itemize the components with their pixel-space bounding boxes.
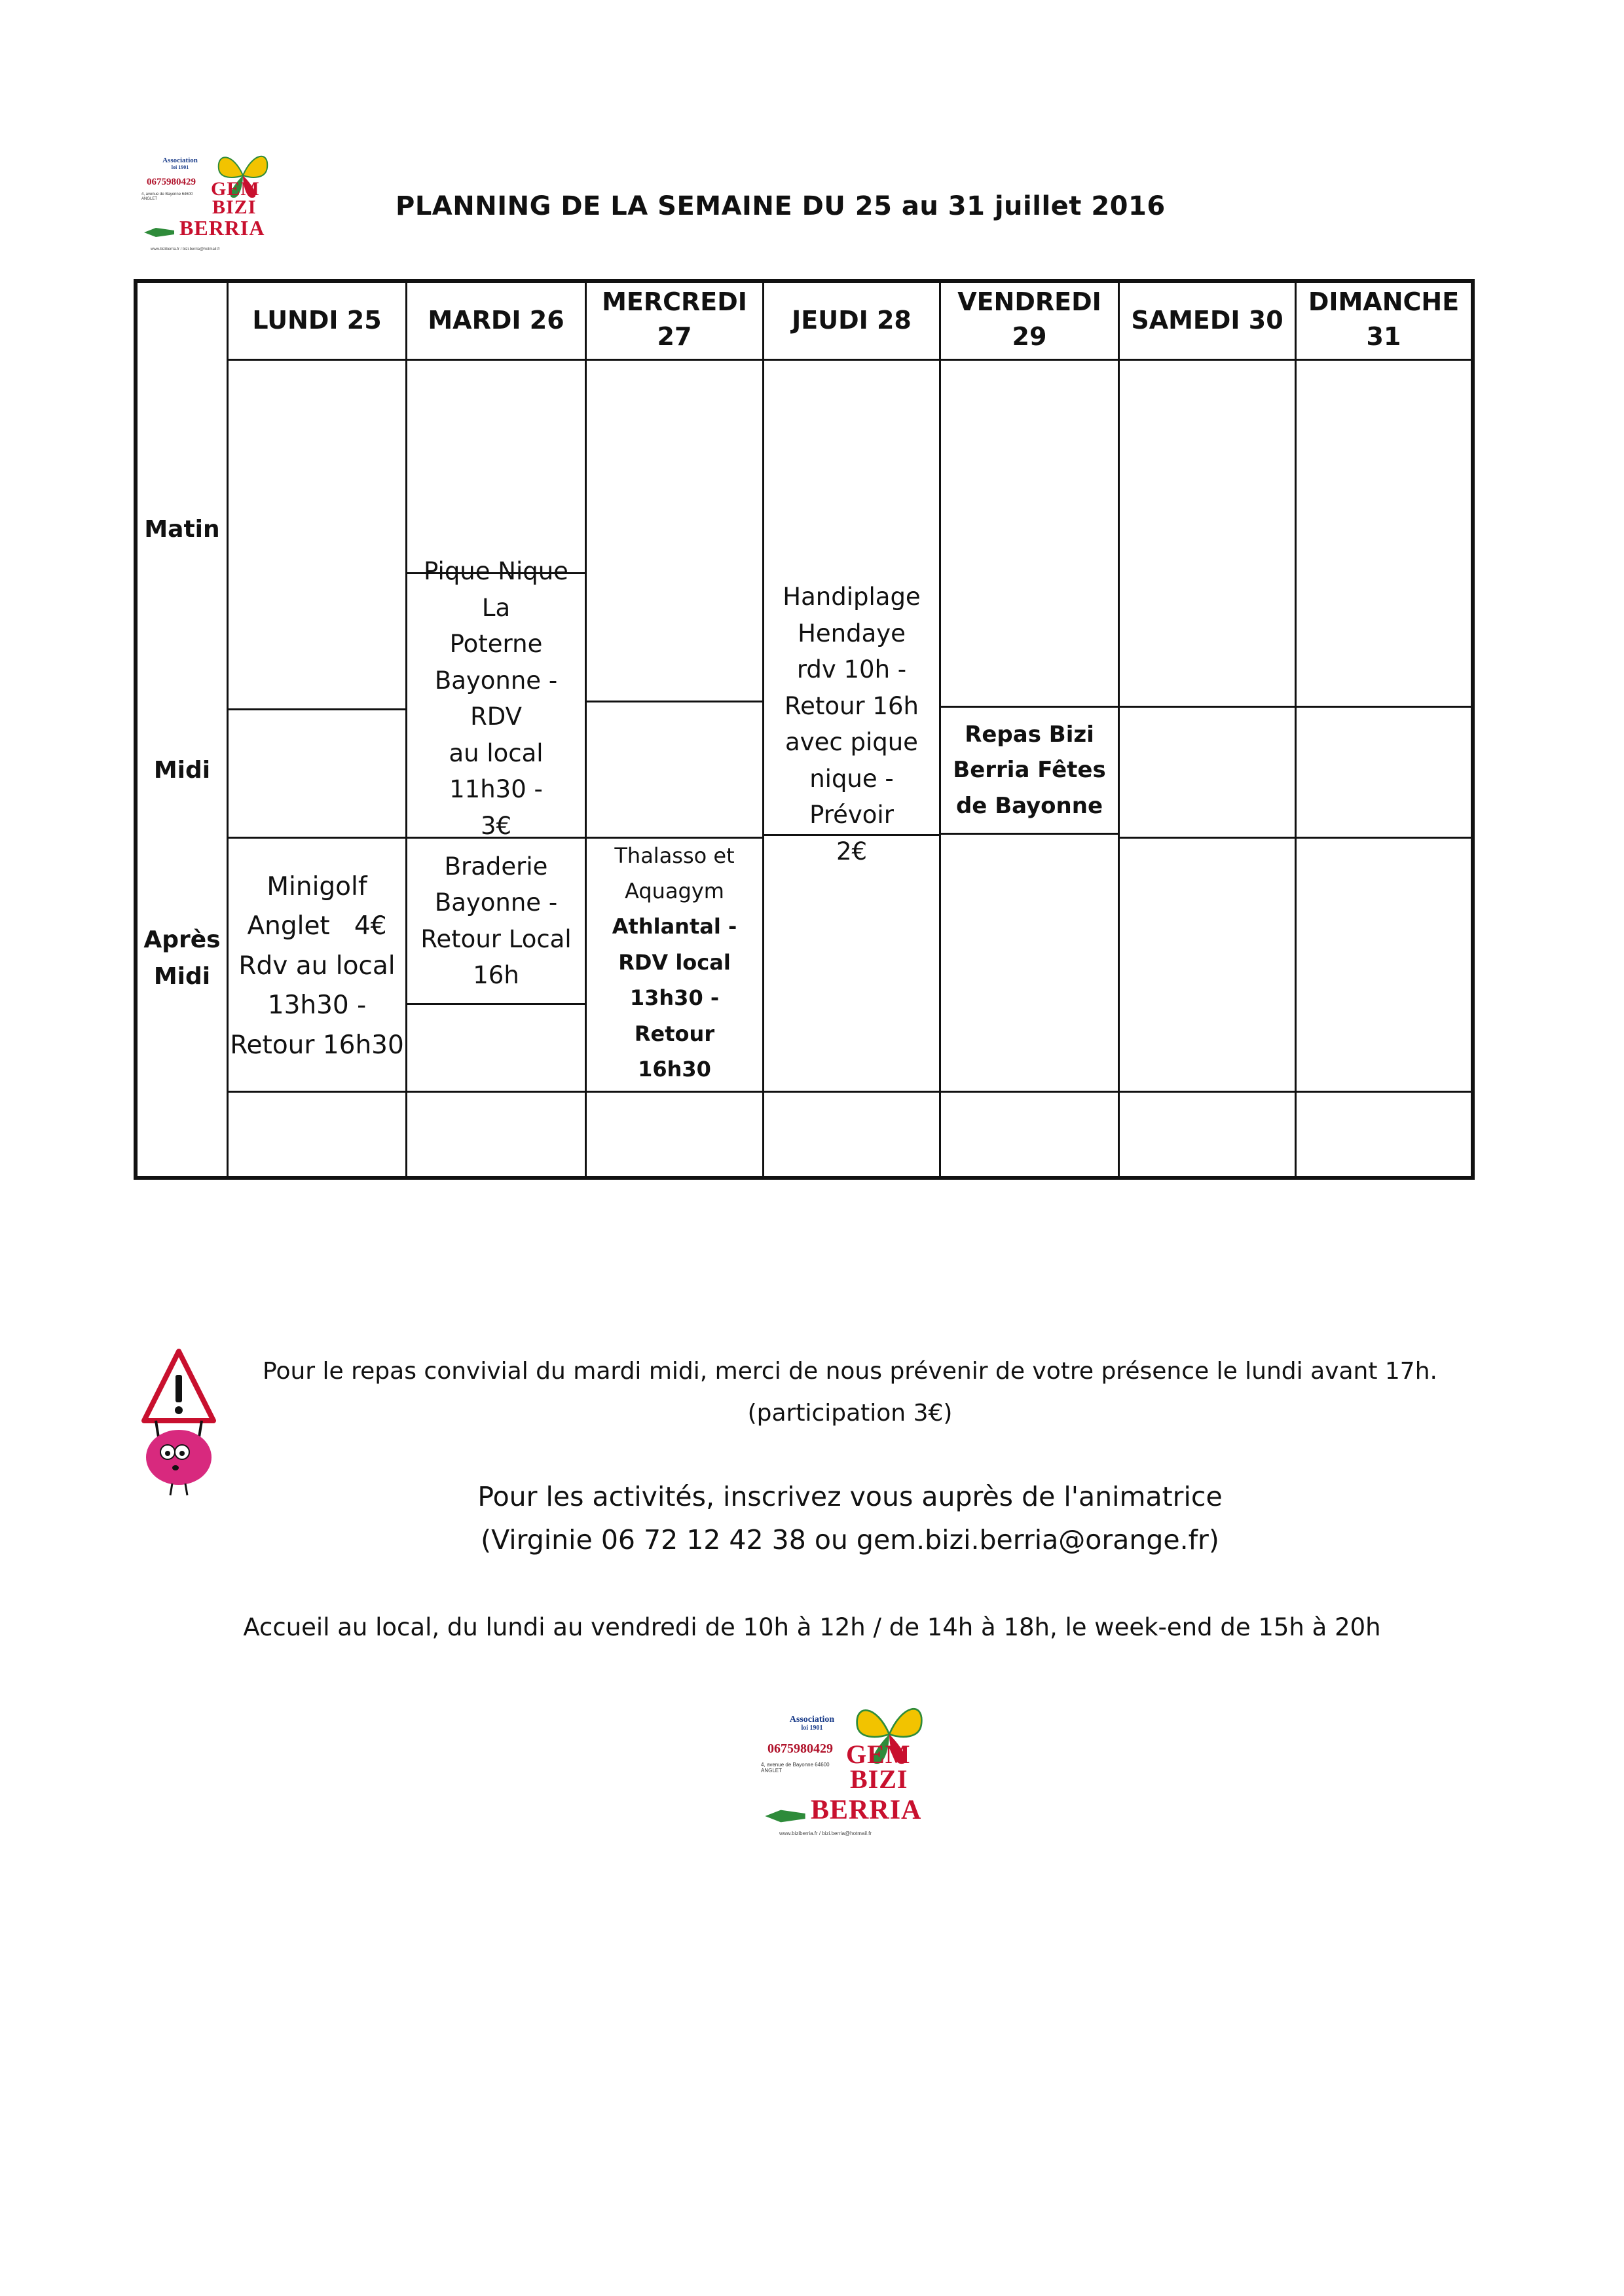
logo-web: www.biziberria.fr / bizi.berria@hotmail.fr xyxy=(779,1831,872,1836)
day-header-mercredi: MERCREDI 27 xyxy=(602,287,747,351)
note-repas: Pour le repas convivial du mardi midi, merci de nous prévenir de votre présence le lundi avant 17h. xyxy=(263,1358,1437,1385)
row-label-midi: Midi xyxy=(153,757,211,784)
logo-address: 4, avenue de Bayonne 64600 ANGLET xyxy=(761,1762,830,1774)
col-divider xyxy=(1295,279,1297,1180)
row-label-matin: Matin xyxy=(144,516,220,543)
activity-mardi-apres-midi: Braderie Bayonne - Retour Local 16h xyxy=(420,852,572,989)
note-accueil: Accueil au local, du lundi au vendredi de 10h à 12h / de 14h à 18h, le week-end de 15h à 20h xyxy=(243,1613,1381,1641)
activity-mardi-midi: Pique Nique La Poterne Bayonne - RDV au local 11h30 - 3€ xyxy=(424,557,568,840)
row-divider xyxy=(1118,706,1297,708)
logo-bizi: BIZI xyxy=(850,1764,908,1794)
day-header-vendredi: VENDREDI 29 xyxy=(957,287,1101,351)
row-divider xyxy=(1295,706,1475,708)
day-header-mardi: MARDI 26 xyxy=(428,306,564,335)
logo-association-label: Association xyxy=(789,1715,835,1724)
warning-mascot-icon xyxy=(136,1347,221,1498)
activity-lundi-apres-midi: Minigolf Anglet 4€ Rdv au local 13h30 - Retour 16h30 xyxy=(230,871,404,1060)
day-header-dimanche: DIMANCHE 31 xyxy=(1308,287,1460,351)
logo-gem: GEM xyxy=(846,1740,911,1769)
logo-bottom xyxy=(753,1700,930,1851)
row-divider xyxy=(585,701,764,702)
row-divider xyxy=(405,1003,587,1005)
note-contact: (Virginie 06 72 12 42 38 ou gem.bizi.berria@orange.fr) xyxy=(481,1524,1219,1556)
row-divider xyxy=(1295,837,1475,839)
logo-berria: BERRIA xyxy=(811,1795,922,1825)
logo-phone: 0675980429 xyxy=(147,177,196,187)
logo-berria: BERRIA xyxy=(179,216,265,240)
logo-top xyxy=(141,149,272,261)
day-header-samedi: SAMEDI 30 xyxy=(1131,306,1283,335)
activity-vendredi-midi: Repas Bizi Berria Fêtes de Bayonne xyxy=(953,721,1106,819)
activity-jeudi: Handiplage Hendaye rdv 10h - Retour 16h avec pique nique - Prévoir 2€ xyxy=(783,583,921,866)
logo-gem: GEM xyxy=(211,178,260,200)
page-title: PLANNING DE LA SEMAINE DU 25 au 31 juillet 2016 xyxy=(396,191,1166,221)
logo-web: www.biziberria.fr / bizi.berria@hotmail.fr xyxy=(151,247,220,251)
logo-association-sub: loi 1901 xyxy=(171,164,189,170)
col-divider xyxy=(1118,279,1120,1180)
activity-mercredi-apres-midi: Thalasso et Aquagym Athlantal - RDV local 13h30 - Retour 16h30 xyxy=(612,843,737,1082)
arrow-leaf-icon xyxy=(143,227,175,238)
row-divider xyxy=(939,833,1120,835)
logo-phone: 0675980429 xyxy=(767,1741,833,1756)
row-divider xyxy=(227,1091,1475,1093)
arrow-leaf-icon xyxy=(762,1808,808,1824)
row-divider xyxy=(227,837,407,839)
logo-bizi: BIZI xyxy=(212,196,257,218)
note-activites: Pour les activités, inscrivez vous auprès de l'animatrice xyxy=(477,1481,1223,1512)
row-label-apres-midi: Après Midi xyxy=(143,926,221,990)
logo-address: 4, avenue de Bayonne 64600 ANGLET xyxy=(141,192,193,201)
logo-association-label: Association xyxy=(162,156,198,164)
row-divider xyxy=(227,708,407,710)
note-participation: (participation 3€) xyxy=(747,1400,953,1427)
day-header-lundi: LUNDI 25 xyxy=(252,306,382,335)
row-divider xyxy=(1118,837,1297,839)
header-divider xyxy=(227,359,1475,361)
logo-association-sub: loi 1901 xyxy=(801,1724,823,1732)
day-header-jeudi: JEUDI 28 xyxy=(792,306,912,335)
